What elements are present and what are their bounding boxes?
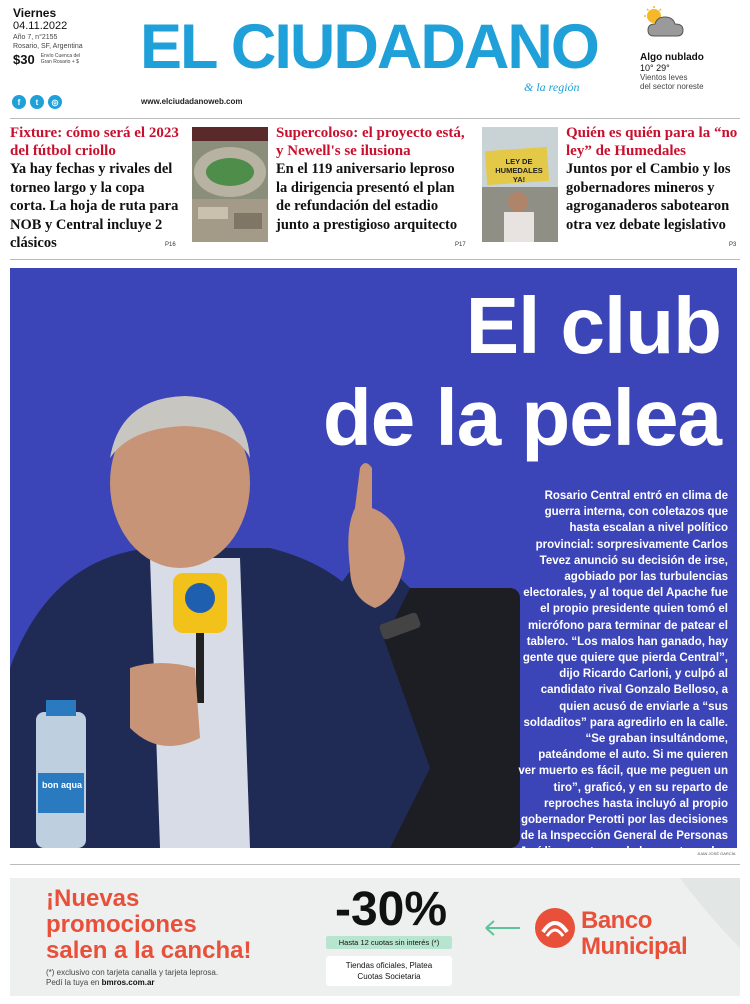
ad-headline bbox=[46, 886, 251, 964]
weather-widget bbox=[640, 6, 745, 91]
story-humedales[interactable] bbox=[566, 124, 740, 234]
instagram-icon[interactable]: ◎ bbox=[48, 95, 62, 109]
newspaper-logo[interactable]: EL CIUDADANO bbox=[140, 12, 598, 82]
protest-thumbnail bbox=[482, 127, 558, 242]
secondary-stories bbox=[0, 124, 750, 259]
bank-name bbox=[581, 908, 687, 960]
edition-info bbox=[13, 6, 113, 67]
photo-credit: JUAN JOSÉ GARCÍA bbox=[697, 851, 736, 856]
hero-body: Rosario Central entró en clima de guerra interna, con coletazos que hasta escalan a nivel político provincial: sorpresivamente Carlos Tevez anunció su decisión de irse, agobiado por las turbulencias electorales, y al toque del Apache fue el propio presidente quien tomó el micrófono para terminar de patear el tablero. “Los malos han ganado, hay gente que quiere que pierda Central”, dijo Ricardo Carloni, y culpó al candidato rival Gonzalo Belloso, a quien acusó de enviarle a “sus soldaditos” para agredirlo en la calle. “Se graban insultándome, pateándome el auto. Si me quieren ver muerto es fácil, que me peguen un tiro”, graficó, y en su reparto de reproches hasta incluyó al propio gobernador Perotti por las decisiones de la Inspección General de Personas bbox=[518, 490, 728, 843]
story-supercoloso[interactable] bbox=[276, 124, 468, 234]
ad-stores-2: Cuotas Societaria bbox=[357, 972, 421, 981]
bank-name-2: Municipal bbox=[581, 933, 688, 960]
price-row bbox=[13, 53, 113, 67]
hero-divider bbox=[10, 864, 740, 865]
stadium-thumbnail bbox=[192, 127, 268, 242]
page-ref: P3 bbox=[729, 242, 737, 248]
ad-note-line2 bbox=[46, 978, 218, 988]
weather-condition: Algo nublado bbox=[640, 52, 704, 63]
story-fixture[interactable] bbox=[10, 124, 182, 253]
strip-divider bbox=[10, 259, 740, 260]
ad-stores bbox=[326, 956, 452, 986]
ad-link[interactable]: bmros.com.ar bbox=[101, 978, 155, 987]
ad-note-line1: (*) exclusivo con tarjeta canalla y tarjeta leprosa. bbox=[46, 968, 219, 977]
partly-cloudy-icon bbox=[640, 6, 688, 40]
edition-day: Viernes bbox=[13, 6, 57, 20]
ad-headline-2: promociones bbox=[46, 911, 197, 938]
hero-headline-line2: de la pelea bbox=[322, 373, 721, 462]
twitter-icon[interactable]: t bbox=[30, 95, 44, 109]
social-links bbox=[12, 95, 62, 109]
price-note: Envío Cuenca del Gran Rosario + $ bbox=[40, 53, 81, 65]
protest-sign-text: LEY DE HUMEDALES YA! bbox=[495, 157, 543, 184]
masthead bbox=[0, 0, 750, 118]
page-ref: P17 bbox=[455, 242, 466, 248]
ad-stores-1: Tiendas oficiales, Platea bbox=[345, 961, 433, 970]
logo-subtitle: & la región bbox=[524, 80, 580, 94]
edition-issue: Año 7, n°2155 bbox=[13, 34, 58, 41]
ad-note bbox=[46, 968, 218, 988]
website-link[interactable]: www.elciudadanoweb.com bbox=[141, 97, 243, 106]
ad-headline-1: ¡Nuevas bbox=[46, 885, 140, 912]
weather-wind-2: del sector noreste bbox=[640, 82, 704, 91]
story-body: En el 119 aniversario leproso la dirigencia presentó el plan de refundación del estadio junto a prestigioso arquitecto bbox=[276, 161, 458, 233]
story-title: Supercoloso: el proyecto está, y Newell's se ilusiona bbox=[276, 125, 465, 159]
hero-body-text bbox=[518, 488, 728, 848]
bottle-label: bon aqua bbox=[42, 780, 82, 790]
ad-discount: -30% bbox=[334, 883, 448, 936]
edition-date: 04.11.2022 bbox=[13, 20, 68, 32]
story-body: Ya hay fechas y rivales del torneo largo y la copa corta. La hoja de ruta para NOB y Central incluye 2 clásicos bbox=[10, 161, 179, 251]
bank-name-1: Banco bbox=[581, 907, 652, 934]
page-ref: P16 bbox=[165, 242, 176, 248]
facebook-icon[interactable]: f bbox=[12, 95, 26, 109]
hero-story[interactable] bbox=[10, 268, 737, 848]
banco-municipal-ad[interactable] bbox=[10, 878, 740, 996]
ad-headline-3: salen a la cancha! bbox=[46, 937, 252, 964]
ad-installments: Hasta 12 cuotas sin interés (*) bbox=[326, 936, 452, 949]
weather-temperature: 10° 29° bbox=[640, 63, 670, 73]
story-title: Quién es quién para la “no ley” de Humedales bbox=[566, 125, 738, 159]
hero-headline-line1: El club bbox=[465, 281, 721, 370]
edition-price: $30 bbox=[13, 52, 35, 67]
arrow-icon bbox=[484, 918, 524, 938]
edition-location: Rosario, SF, Argentina bbox=[13, 43, 83, 50]
hero-headline bbox=[323, 280, 721, 464]
bank-logo-icon bbox=[533, 906, 577, 950]
ad-note-prefix: Pedí la tuya en bbox=[46, 978, 100, 987]
masthead-divider bbox=[10, 118, 740, 119]
story-title: Fixture: cómo será el 2023 del fútbol criollo bbox=[10, 125, 179, 159]
weather-wind-1: Vientos leves bbox=[640, 73, 688, 82]
story-body: Juntos por el Cambio y los gobernadores mineros y agroganaderos sabotearon otra vez debate legislativo bbox=[566, 161, 731, 233]
